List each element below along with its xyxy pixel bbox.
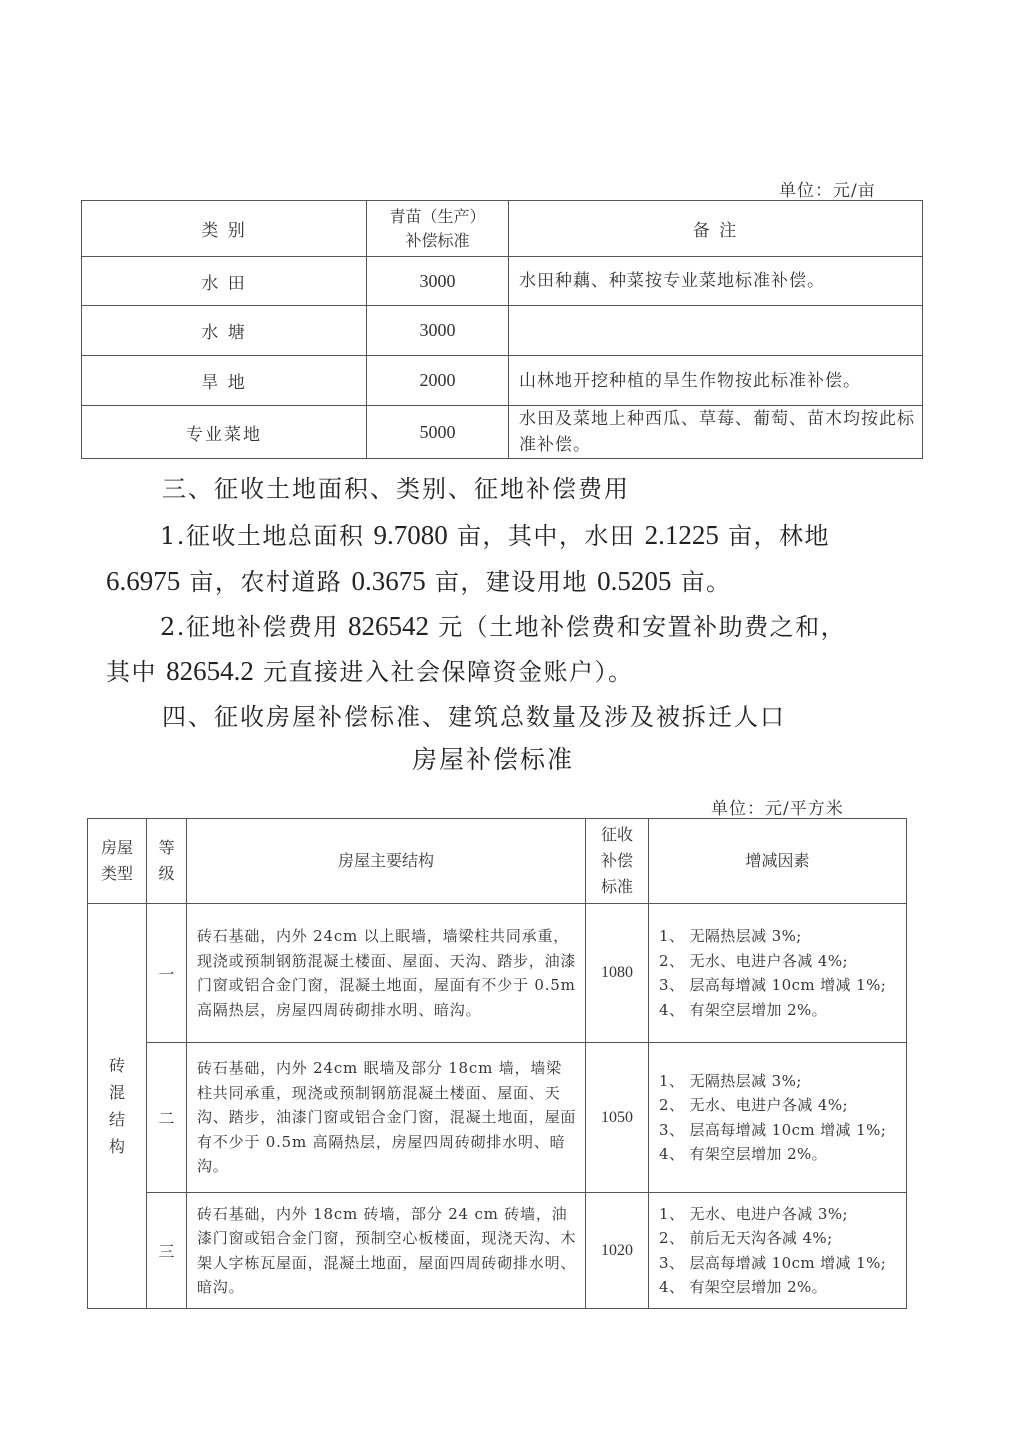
house-type-char: 混 <box>108 1083 125 1102</box>
house-type-cell <box>88 904 147 1309</box>
item1-forest-area: 6.6975 <box>106 566 181 596</box>
row-factors <box>649 904 907 1043</box>
header-house-type <box>88 819 147 904</box>
row-note: 水田及菜地上种西瓜、草莓、葡萄、苗木均按此标准补偿。 <box>509 406 923 459</box>
table-row <box>82 306 923 356</box>
header-structure: 房屋主要结构 <box>187 819 586 904</box>
section3-item1-line1 <box>160 516 830 551</box>
row-note <box>509 306 923 356</box>
item2-text-3: 其中 <box>106 658 157 686</box>
header-standard <box>367 201 509 257</box>
row-structure: 砖石基础，内外 24cm 眠墙及部分 18cm 墙，墙梁柱共同承重，现浇或预制钢筋混凝土楼面、屋面、天沟、踏步，油漆门窗或铝合金门窗，混凝土地面，屋面有不少于 0.5m 高隔热层，房屋四周砖砌排水明、暗沟。 <box>187 1043 586 1193</box>
row-standard: 2000 <box>367 356 509 406</box>
header-price-line: 标准 <box>600 877 633 896</box>
factor-item: 1、 无隔热层减 3%; <box>659 927 802 945</box>
row-factors <box>649 1043 907 1193</box>
item2-text-2: 元（土地补偿费和安置补助费之和， <box>438 613 847 641</box>
section3-item2-line2 <box>106 652 634 687</box>
factor-item: 2、 前后无天沟各减 4%; <box>659 1229 833 1247</box>
header-house-type-line: 房屋 <box>100 838 133 857</box>
section3-heading: 三、征收土地面积、类别、征地补偿费用 <box>162 475 630 503</box>
row-standard: 3000 <box>367 257 509 306</box>
house-type-char: 结 <box>108 1110 125 1129</box>
factor-item: 2、 无水、电进户各减 4%; <box>659 951 848 970</box>
header-grade <box>147 819 187 904</box>
item1-text-3: 亩，林地 <box>727 522 830 550</box>
row-category: 水 塘 <box>82 306 367 356</box>
item1-text-1: 1.征收土地总面积 <box>160 522 365 550</box>
table-row <box>88 1043 907 1193</box>
item2-total-fee: 826542 <box>348 611 430 641</box>
house-type-char: 构 <box>108 1137 125 1156</box>
factor-item: 4、 有架空层增加 2%。 <box>659 1000 828 1019</box>
header-grade-line: 级 <box>158 864 175 883</box>
row-note: 山林地开挖种植的旱生作物按此标准补偿。 <box>509 356 923 406</box>
header-standard-line1: 青苗（生产） <box>389 206 486 226</box>
item2-text-1: 2.征地补偿费用 <box>160 613 339 641</box>
row-price: 1080 <box>586 904 649 1043</box>
section3-item2-line1 <box>160 607 846 642</box>
item2-social-security-amount: 82654.2 <box>166 656 254 686</box>
item1-text-6: 亩。 <box>680 568 732 596</box>
header-factors: 增减因素 <box>649 819 907 904</box>
header-note: 备 注 <box>509 201 923 257</box>
header-price <box>586 819 649 904</box>
table-row <box>82 406 923 459</box>
item1-total-area: 9.7080 <box>373 520 448 550</box>
seedling-compensation-table <box>81 200 923 459</box>
header-category: 类 别 <box>82 201 367 257</box>
header-price-line: 征收 <box>600 825 633 844</box>
row-factors <box>649 1193 907 1309</box>
row-price: 1050 <box>586 1043 649 1193</box>
section4-heading: 四、征收房屋补偿标准、建筑总数量及涉及被拆迁人口 <box>162 703 786 731</box>
item2-text-4: 元直接进入社会保障资金账户）。 <box>263 658 634 686</box>
row-grade: 二 <box>147 1043 187 1193</box>
table1-unit-label: 单位：元/亩 <box>779 181 876 201</box>
table-row <box>82 356 923 406</box>
factor-item: 3、 层高每增减 10cm 增减 1%; <box>659 1253 887 1272</box>
row-grade: 三 <box>147 1193 187 1309</box>
row-price: 1020 <box>586 1193 649 1309</box>
factor-item: 1、 无水、电进户各减 3%; <box>659 1204 848 1223</box>
table-row <box>82 257 923 306</box>
house-type-char: 砖 <box>108 1056 125 1075</box>
table-row <box>88 1193 907 1309</box>
row-structure: 砖石基础，内外 24cm 以上眠墙，墙梁柱共同承重，现浇或预制钢筋混凝土楼面、屋面、天沟、踏步，油漆门窗或铝合金门窗，混凝土地面，屋面有不少于 0.5m 高隔热层，房屋四周砖砌排水明、暗沟。 <box>187 904 586 1043</box>
row-standard: 5000 <box>367 406 509 459</box>
section3-item1-line2 <box>106 562 731 597</box>
factor-item: 4、 有架空层增加 2%。 <box>659 1278 828 1296</box>
row-category: 旱 地 <box>82 356 367 406</box>
row-structure: 砖石基础，内外 18cm 砖墙，部分 24 cm 砖墙，油漆门窗或铝合金门窗，预制空心板楼面，现浇天沟、木架人字栋瓦屋面，混凝土地面，屋面四周砖砌排水明、暗沟。 <box>187 1193 586 1309</box>
item1-road-area: 0.3675 <box>351 566 426 596</box>
item1-text-2: 亩，其中，水田 <box>456 522 636 550</box>
row-note: 水田种藕、种菜按专业菜地标准补偿。 <box>509 257 923 306</box>
header-house-type-line: 类型 <box>100 864 133 883</box>
header-grade-line: 等 <box>158 838 175 857</box>
row-category: 专业菜地 <box>82 406 367 459</box>
factor-item: 3、 层高每增减 10cm 增减 1%; <box>659 1120 887 1139</box>
factor-item: 1、 无隔热层减 3%; <box>659 1071 802 1090</box>
row-category: 水 田 <box>82 257 367 306</box>
item1-construction-area: 0.5205 <box>597 566 672 596</box>
item1-paddy-area: 2.1225 <box>644 520 719 550</box>
header-price-line: 补偿 <box>600 851 633 870</box>
row-grade: 一 <box>147 904 187 1043</box>
item1-text-5: 亩，建设用地 <box>434 568 588 596</box>
header-standard-line2: 补偿标准 <box>405 230 470 250</box>
table-header-row <box>82 201 923 257</box>
factor-item: 3、 层高每增减 10cm 增减 1%; <box>659 976 887 994</box>
table-header-row <box>88 819 907 904</box>
factor-item: 4、 有架空层增加 2%。 <box>659 1145 828 1163</box>
row-standard: 3000 <box>367 306 509 356</box>
factor-item: 2、 无水、电进户各减 4%; <box>659 1096 848 1114</box>
table2-unit-label: 单位：元/平方米 <box>711 799 844 819</box>
table-row <box>88 904 907 1043</box>
house-compensation-table <box>87 818 907 1309</box>
item1-text-4: 亩，农村道路 <box>189 568 343 596</box>
house-table-title: 房屋补偿标准 <box>412 745 575 774</box>
